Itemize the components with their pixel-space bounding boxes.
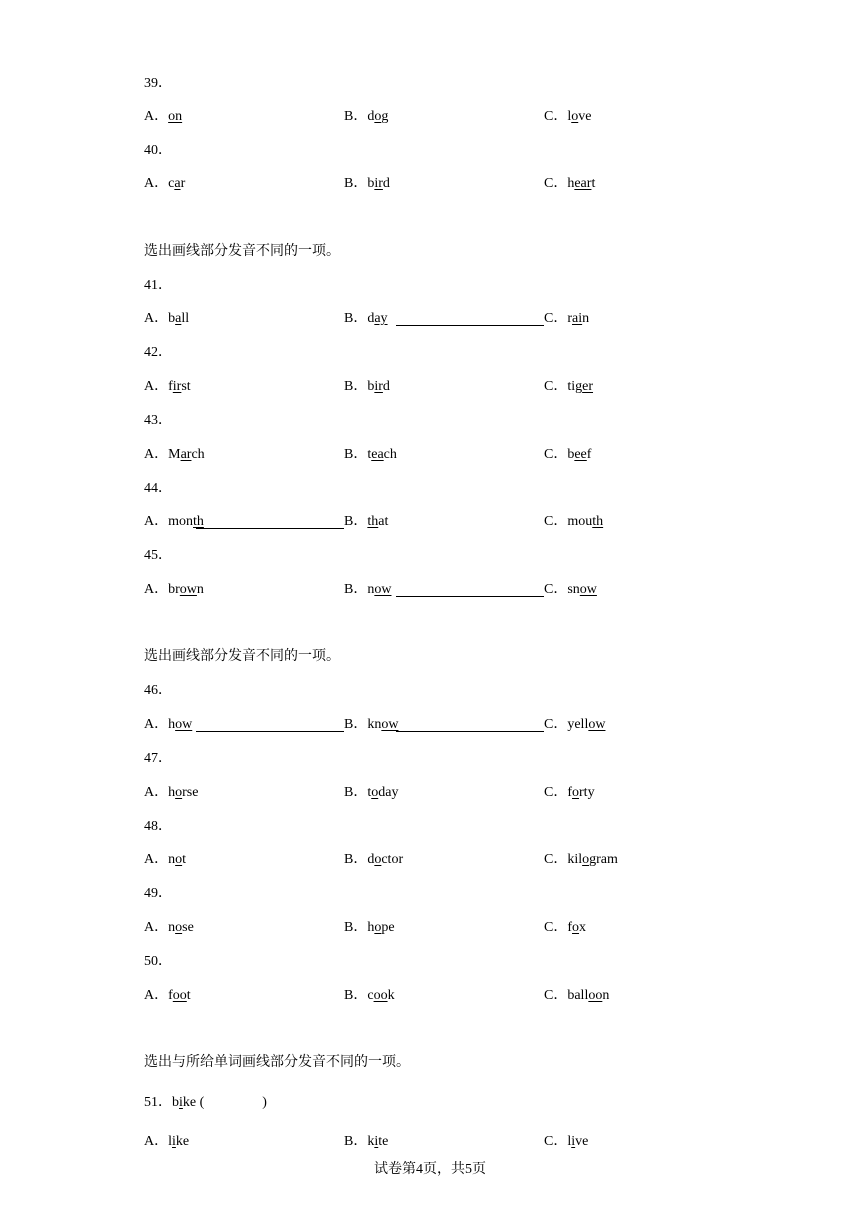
- underlined-letters: o: [175, 852, 183, 867]
- question-options: [144, 851, 744, 869]
- underlined-letters: o: [374, 920, 382, 935]
- option-b: B．teach: [344, 447, 397, 462]
- question-options: [144, 987, 744, 1005]
- underlined-letters: on: [168, 109, 183, 124]
- option-c: C．mouth: [544, 514, 604, 529]
- underlined-letters: a: [174, 176, 181, 191]
- option-b: B．bird: [344, 176, 390, 191]
- option-c: C．yellow: [544, 717, 606, 732]
- underlined-letters: th: [193, 514, 204, 529]
- answer-blank-line: [396, 596, 544, 597]
- underlined-letters: i: [179, 1095, 183, 1110]
- underlined-letters: th: [367, 514, 379, 529]
- option-a: A．foot: [144, 988, 191, 1003]
- option-b: B．bird: [344, 379, 390, 394]
- option-c: C．fox: [544, 920, 587, 935]
- underlined-letters: o: [572, 920, 580, 935]
- option-c: C．snow: [544, 582, 597, 597]
- option-a: A．how: [144, 717, 193, 732]
- underlined-letters: ow: [374, 582, 392, 597]
- underlined-letters: ir: [172, 379, 182, 394]
- underlined-letters: ow: [179, 582, 197, 597]
- question-options: [144, 784, 744, 802]
- option-b: B．day: [344, 311, 388, 326]
- option-b: B．know: [344, 717, 399, 732]
- option-a: A．first: [144, 379, 191, 394]
- option-c: C．forty: [544, 785, 595, 800]
- underlined-letters: o: [374, 852, 382, 867]
- underlined-letters: oo: [172, 988, 187, 1003]
- underlined-letters: ear: [574, 176, 592, 191]
- question-number: 50．: [144, 954, 172, 969]
- section-instruction: 选出画线部分发音不同的一项。: [144, 649, 340, 664]
- option-c: C．balloon: [544, 988, 610, 1003]
- section-instruction: 选出与所给单词画线部分发音不同的一项。: [144, 1055, 410, 1070]
- question-options: [144, 581, 744, 599]
- answer-blank-line: [196, 528, 344, 529]
- option-a: A．car: [144, 176, 186, 191]
- option-b: B．now: [344, 582, 392, 597]
- underlined-letters: a: [175, 311, 182, 326]
- underlined-letters: oo: [373, 988, 388, 1003]
- question-options: [144, 310, 744, 328]
- option-a: A．nose: [144, 920, 194, 935]
- option-c: C．beef: [544, 447, 592, 462]
- underlined-letters: o: [175, 785, 183, 800]
- question-options: [144, 919, 744, 937]
- option-a: A．ball: [144, 311, 190, 326]
- question-number: 47．: [144, 751, 172, 766]
- option-a: A．month: [144, 514, 204, 529]
- option-c: C．heart: [544, 176, 596, 191]
- option-c: C．live: [544, 1134, 589, 1149]
- option-a: A．brown: [144, 582, 204, 597]
- question-options: [144, 446, 744, 464]
- underlined-letters: ea: [371, 447, 384, 462]
- option-c: C．rain: [544, 311, 590, 326]
- question-options: [144, 513, 744, 531]
- underlined-letters: er: [582, 379, 594, 394]
- underlined-letters: ow: [579, 582, 597, 597]
- underlined-letters: ow: [175, 717, 193, 732]
- underlined-letters: ir: [374, 379, 383, 394]
- question-number: 40．: [144, 143, 172, 158]
- option-b: B．hope: [344, 920, 395, 935]
- option-b: B．doctor: [344, 852, 404, 867]
- answer-blank-line: [196, 731, 344, 732]
- underlined-letters: ow: [381, 717, 399, 732]
- answer-blank-line: [396, 325, 544, 326]
- underlined-letters: o: [175, 920, 183, 935]
- option-b: B．cook: [344, 988, 395, 1003]
- question-number: 45．: [144, 548, 172, 563]
- question-number: 49．: [144, 886, 172, 901]
- underlined-letters: ee: [574, 447, 587, 462]
- option-c: C．love: [544, 109, 592, 124]
- option-a: A．horse: [144, 785, 199, 800]
- option-b: B．dog: [344, 109, 389, 124]
- question-number: 39．: [144, 76, 172, 91]
- option-b: B．today: [344, 785, 399, 800]
- option-a: A．like: [144, 1134, 190, 1149]
- answer-blank-line: [396, 731, 544, 732]
- question-prompt: 51．bike ( ): [144, 1095, 267, 1110]
- section-instruction: 选出画线部分发音不同的一项。: [144, 244, 340, 259]
- underlined-letters: o: [371, 785, 379, 800]
- underlined-letters: ai: [572, 311, 583, 326]
- question-options: [144, 1133, 744, 1151]
- page-footer: 试卷第4页，共5页: [374, 1162, 486, 1177]
- question-number: 46．: [144, 683, 172, 698]
- underlined-letters: oo: [588, 988, 603, 1003]
- underlined-letters: ay: [374, 311, 388, 326]
- question-options: [144, 716, 744, 734]
- underlined-letters: i: [172, 1134, 176, 1149]
- underlined-letters: ir: [374, 176, 383, 191]
- question-number: 42．: [144, 345, 172, 360]
- underlined-letters: o: [571, 109, 579, 124]
- question-options: [144, 378, 744, 396]
- underlined-letters: o: [572, 785, 580, 800]
- question-options: [144, 108, 744, 126]
- underlined-letters: o: [374, 109, 382, 124]
- underlined-letters: o: [582, 852, 590, 867]
- question-number: 43．: [144, 413, 172, 428]
- option-b: B．kite: [344, 1134, 389, 1149]
- option-c: C．tiger: [544, 379, 594, 394]
- option-c: C．kilogram: [544, 852, 618, 867]
- option-a: A．not: [144, 852, 187, 867]
- underlined-letters: ow: [588, 717, 606, 732]
- question-options: [144, 175, 744, 193]
- option-a: A．on: [144, 109, 183, 124]
- underlined-letters: i: [571, 1134, 576, 1149]
- question-number: 51．: [144, 1095, 172, 1110]
- question-number: 44．: [144, 481, 172, 496]
- option-a: A．March: [144, 447, 205, 462]
- underlined-letters: i: [374, 1134, 379, 1149]
- question-number: 41．: [144, 278, 172, 293]
- question-number: 48．: [144, 819, 172, 834]
- underlined-letters: th: [592, 514, 604, 529]
- underlined-letters: ar: [180, 447, 192, 462]
- option-b: B．that: [344, 514, 389, 529]
